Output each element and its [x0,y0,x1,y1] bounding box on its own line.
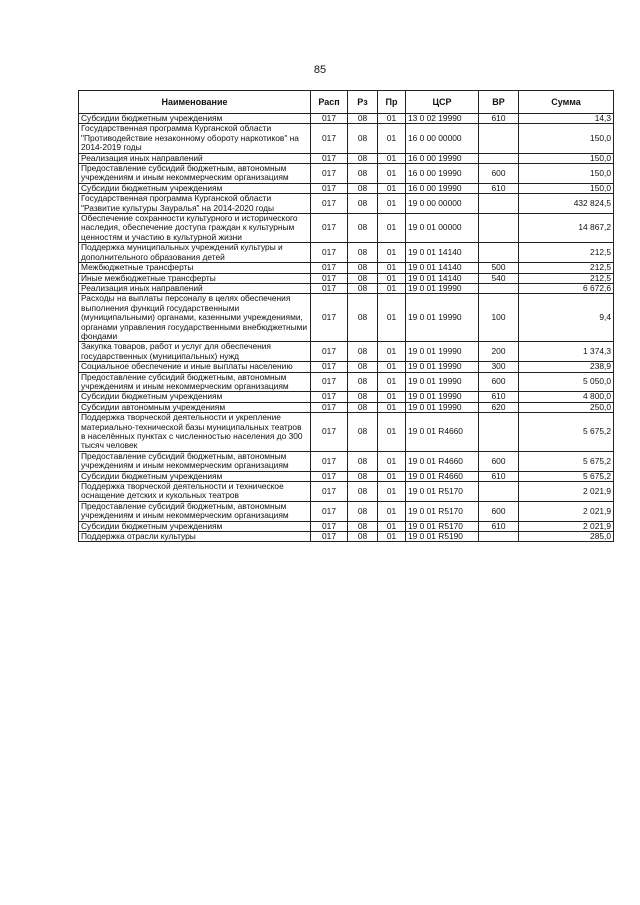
table-row [79,451,614,471]
cell-name: Субсидии бюджетным учреждениям [79,471,311,481]
cell-rz: 08 [348,521,378,531]
cell-name: Иные межбюджетные трансферты [79,273,311,283]
cell-sum: 212,5 [519,263,614,273]
cell-sum: 2 021,9 [519,482,614,502]
cell-sum: 9,4 [519,294,614,342]
cell-rz: 08 [348,283,378,293]
cell-vr: 610 [479,521,519,531]
cell-sum: 4 800,0 [519,392,614,402]
cell-rz: 08 [348,294,378,342]
cell-name: Реализация иных направлений [79,153,311,163]
table-row [79,413,614,452]
cell-rasp: 017 [311,402,348,412]
cell-rz: 08 [348,194,378,214]
cell-csr: 19 0 01 00000 [406,214,479,243]
cell-pr: 01 [378,183,406,193]
cell-rz: 08 [348,413,378,452]
cell-sum: 250,0 [519,402,614,412]
cell-csr: 19 0 01 19990 [406,392,479,402]
cell-name: Социальное обеспечение и иные выплаты населению [79,362,311,372]
cell-name: Поддержка отрасли культуры [79,532,311,542]
cell-csr: 13 0 02 19990 [406,114,479,124]
cell-name: Субсидии автономным учреждениям [79,402,311,412]
header-rasp: Расп [311,91,348,114]
cell-name: Государственная программа Курганской области "Противодействие незаконному обороту наркотиков" на 2014-2019 годы [79,124,311,153]
cell-vr: 610 [479,471,519,481]
cell-rasp: 017 [311,372,348,392]
cell-name: Предоставление субсидий бюджетным, автономным учреждениям и иным некоммерческим организациям [79,164,311,184]
cell-pr: 01 [378,164,406,184]
header-csr: ЦСР [406,91,479,114]
cell-sum: 5 675,2 [519,471,614,481]
cell-vr: 200 [479,342,519,362]
cell-name: Поддержка муниципальных учреждений культуры и дополнительного образования детей [79,243,311,263]
table-row [79,263,614,273]
cell-vr [479,124,519,153]
cell-pr: 01 [378,114,406,124]
cell-vr: 610 [479,183,519,193]
cell-sum: 5 675,2 [519,413,614,452]
table-row [79,183,614,193]
cell-sum: 2 021,9 [519,501,614,521]
cell-rz: 08 [348,183,378,193]
cell-sum: 150,0 [519,164,614,184]
header-sum: Сумма [519,91,614,114]
cell-name: Реализация иных направлений [79,283,311,293]
cell-name: Государственная программа Курганской области "Развитие культуры Зауралья" на 2014-2020 годы [79,194,311,214]
cell-rasp: 017 [311,471,348,481]
cell-sum: 150,0 [519,124,614,153]
cell-vr: 620 [479,402,519,412]
cell-name: Предоставление субсидий бюджетным, автономным учреждениям и иным некоммерческим организациям [79,501,311,521]
cell-pr: 01 [378,342,406,362]
table-row [79,294,614,342]
cell-sum: 5 675,2 [519,451,614,471]
header-pr: Пр [378,91,406,114]
cell-vr [479,153,519,163]
cell-pr: 01 [378,532,406,542]
cell-rasp: 017 [311,283,348,293]
cell-rz: 08 [348,392,378,402]
cell-name: Субсидии бюджетным учреждениям [79,114,311,124]
cell-vr [479,243,519,263]
cell-rz: 08 [348,114,378,124]
cell-rz: 08 [348,372,378,392]
budget-table [78,90,614,542]
cell-pr: 01 [378,153,406,163]
cell-name: Обеспечение сохранности культурного и исторического наследия, обеспечение доступа граждан к культурным ценностям и участию в культурной жизни [79,214,311,243]
table-body [79,114,614,542]
cell-name: Закупка товаров, работ и услуг для обеспечения государственных (муниципальных) нужд [79,342,311,362]
cell-vr: 600 [479,164,519,184]
cell-csr: 19 0 01 14140 [406,243,479,263]
cell-vr [479,214,519,243]
cell-rz: 08 [348,501,378,521]
cell-csr: 19 0 01 14140 [406,263,479,273]
cell-name: Субсидии бюджетным учреждениям [79,183,311,193]
cell-pr: 01 [378,413,406,452]
cell-vr: 600 [479,501,519,521]
table-row [79,273,614,283]
cell-rasp: 017 [311,482,348,502]
cell-rz: 08 [348,273,378,283]
table-row [79,482,614,502]
table-row [79,392,614,402]
cell-pr: 01 [378,214,406,243]
cell-rz: 08 [348,164,378,184]
cell-csr: 19 0 01 R5190 [406,532,479,542]
cell-sum: 2 021,9 [519,521,614,531]
table-row [79,194,614,214]
cell-vr: 610 [479,114,519,124]
cell-rasp: 017 [311,194,348,214]
cell-vr: 100 [479,294,519,342]
cell-csr: 19 0 01 R4660 [406,451,479,471]
cell-rz: 08 [348,263,378,273]
cell-vr [479,413,519,452]
cell-vr: 500 [479,263,519,273]
cell-csr: 16 0 00 19990 [406,183,479,193]
table-row [79,214,614,243]
cell-sum: 238,9 [519,362,614,372]
cell-name: Субсидии бюджетным учреждениям [79,521,311,531]
table-row [79,164,614,184]
cell-rasp: 017 [311,153,348,163]
table-row [79,243,614,263]
cell-rz: 08 [348,362,378,372]
cell-csr: 19 0 01 19990 [406,372,479,392]
cell-rz: 08 [348,243,378,263]
cell-pr: 01 [378,372,406,392]
cell-rasp: 017 [311,413,348,452]
cell-csr: 19 0 01 R5170 [406,501,479,521]
table-row [79,153,614,163]
cell-rz: 08 [348,532,378,542]
cell-sum: 14,3 [519,114,614,124]
cell-sum: 5 050,0 [519,372,614,392]
cell-csr: 19 0 01 19990 [406,402,479,412]
cell-csr: 19 0 01 19990 [406,294,479,342]
cell-name: Предоставление субсидий бюджетным, автономным учреждениям и иным некоммерческим организациям [79,451,311,471]
cell-rasp: 017 [311,521,348,531]
cell-csr: 19 0 01 19990 [406,342,479,362]
cell-rz: 08 [348,342,378,362]
table-row [79,532,614,542]
cell-csr: 19 0 01 14140 [406,273,479,283]
cell-vr: 610 [479,392,519,402]
table-row [79,283,614,293]
cell-pr: 01 [378,124,406,153]
cell-pr: 01 [378,283,406,293]
cell-vr [479,532,519,542]
cell-rz: 08 [348,451,378,471]
table-header-row [79,91,614,114]
table-row [79,501,614,521]
cell-pr: 01 [378,294,406,342]
cell-csr: 19 0 01 19990 [406,283,479,293]
cell-pr: 01 [378,263,406,273]
cell-csr: 16 0 00 19990 [406,164,479,184]
cell-pr: 01 [378,482,406,502]
table-row [79,471,614,481]
cell-rasp: 017 [311,273,348,283]
cell-rasp: 017 [311,263,348,273]
table-row [79,342,614,362]
cell-pr: 01 [378,362,406,372]
cell-vr [479,482,519,502]
cell-name: Предоставление субсидий бюджетным, автономным учреждениям и иным некоммерческим организациям [79,372,311,392]
cell-csr: 16 0 00 19990 [406,153,479,163]
cell-vr: 300 [479,362,519,372]
table-row [79,362,614,372]
cell-rasp: 017 [311,124,348,153]
page-number: 85 [313,64,327,76]
header-vr: ВР [479,91,519,114]
cell-vr: 600 [479,372,519,392]
cell-pr: 01 [378,471,406,481]
header-rz: Рз [348,91,378,114]
cell-pr: 01 [378,194,406,214]
cell-rz: 08 [348,124,378,153]
table-row [79,402,614,412]
cell-csr: 16 0 00 00000 [406,124,479,153]
cell-vr [479,194,519,214]
cell-sum: 1 374,3 [519,342,614,362]
table-row [79,114,614,124]
cell-rz: 08 [348,402,378,412]
cell-sum: 432 824,5 [519,194,614,214]
cell-vr: 540 [479,273,519,283]
cell-csr: 19 0 01 R4660 [406,471,479,481]
cell-sum: 212,5 [519,243,614,263]
cell-rasp: 017 [311,243,348,263]
cell-sum: 285,0 [519,532,614,542]
cell-rz: 08 [348,482,378,502]
cell-rz: 08 [348,214,378,243]
cell-csr: 19 0 01 R5170 [406,521,479,531]
cell-rasp: 017 [311,342,348,362]
cell-sum: 150,0 [519,183,614,193]
cell-pr: 01 [378,273,406,283]
cell-csr: 19 0 01 R4660 [406,413,479,452]
cell-name: Расходы на выплаты персоналу в целях обеспечения выполнения функций государственными (муниципальными) органами, казенными учреждениями, органами управления государственными внебюджетными фондами [79,294,311,342]
cell-rasp: 017 [311,532,348,542]
cell-name: Межбюджетные трансферты [79,263,311,273]
cell-vr: 600 [479,451,519,471]
cell-rz: 08 [348,153,378,163]
cell-csr: 19 0 00 00000 [406,194,479,214]
cell-pr: 01 [378,501,406,521]
cell-name: Поддержка творческой деятельности и техническое оснащение детских и кукольных театров [79,482,311,502]
cell-pr: 01 [378,451,406,471]
cell-pr: 01 [378,392,406,402]
cell-sum: 14 867,2 [519,214,614,243]
cell-vr [479,283,519,293]
cell-pr: 01 [378,402,406,412]
table-row [79,124,614,153]
cell-sum: 6 672,6 [519,283,614,293]
cell-rasp: 017 [311,362,348,372]
cell-pr: 01 [378,243,406,263]
cell-csr: 19 0 01 19990 [406,362,479,372]
cell-rasp: 017 [311,164,348,184]
header-name: Наименование [79,91,311,114]
cell-sum: 212,5 [519,273,614,283]
cell-rasp: 017 [311,451,348,471]
cell-rasp: 017 [311,183,348,193]
cell-rasp: 017 [311,114,348,124]
cell-pr: 01 [378,521,406,531]
cell-name: Поддержка творческой деятельности и укрепление материально-технической базы муниципальных театров в населённых пунктах с численностью населения до 300 тысяч человек [79,413,311,452]
cell-rasp: 017 [311,294,348,342]
cell-rasp: 017 [311,501,348,521]
cell-rz: 08 [348,471,378,481]
cell-csr: 19 0 01 R5170 [406,482,479,502]
cell-rasp: 017 [311,214,348,243]
table-row [79,521,614,531]
cell-rasp: 017 [311,392,348,402]
table-row [79,372,614,392]
cell-sum: 150,0 [519,153,614,163]
cell-name: Субсидии бюджетным учреждениям [79,392,311,402]
